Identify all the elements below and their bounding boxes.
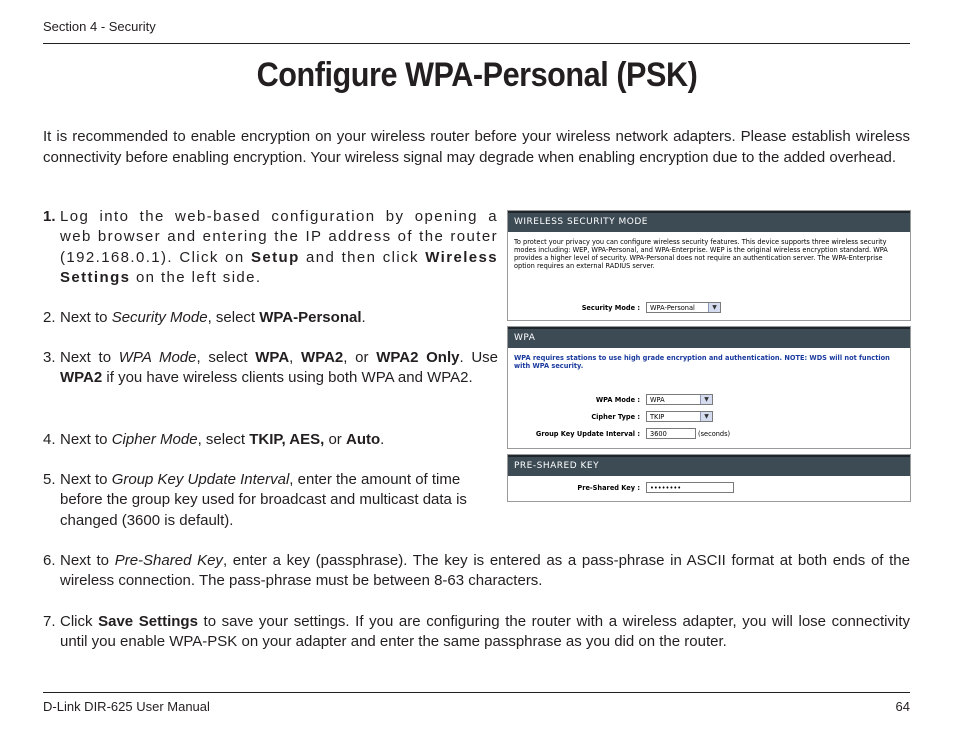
- step-number: 6.: [43, 552, 56, 569]
- step-number: 3.: [43, 349, 56, 366]
- step-text: Next to Pre-Shared Key, enter a key (passphrase). The key is entered as a pass-phrase in ASCII format at both ends of the wireless connection. The pass-phrase must be between 8-63 characters.: [60, 552, 910, 590]
- wireless-security-mode-section: [507, 210, 911, 321]
- step-number: 2.: [43, 309, 56, 326]
- step-number: 4.: [43, 431, 56, 448]
- page-number: 64: [895, 699, 910, 714]
- step-text: Click Save Settings to save your settings. If you are configuring the router with a wireless adapter, you will lose connectivity until you enable WPA-PSK on your adapter and enter the same passphrase as you did on the router.: [60, 613, 910, 651]
- section-description: WPA requires stations to use high grade encryption and authentication. NOTE: WDS will not function with WPA security.: [514, 354, 890, 370]
- cipher-type-row: [508, 411, 910, 425]
- group-key-interval-input[interactable]: 3600: [646, 428, 696, 439]
- step-text: Next to Cipher Mode, select TKIP, AES, or Auto.: [60, 431, 385, 448]
- wpa-mode-label: WPA Mode :: [595, 396, 640, 404]
- step-text: Log into the web-based configuration by opening a web browser and entering the IP address of the router (192.168.0.1). Click on Setup and then click Wireless Settings on the left side.: [60, 208, 498, 286]
- manual-name: D-Link DIR-625 User Manual: [43, 699, 210, 714]
- group-key-interval-label: Group Key Update Interval :: [535, 430, 640, 438]
- chevron-down-icon: ▼: [700, 412, 712, 421]
- cipher-type-select[interactable]: TKIP ▼: [646, 411, 713, 422]
- interval-units: (seconds): [698, 430, 731, 438]
- pre-shared-key-label: Pre-Shared Key :: [577, 484, 640, 492]
- pre-shared-key-input[interactable]: ••••••••: [646, 482, 734, 493]
- section-heading: WIRELESS SECURITY MODE: [508, 211, 910, 232]
- pre-shared-key-row: [508, 482, 910, 496]
- group-key-interval-row: [508, 428, 910, 442]
- step-text: Next to Group Key Update Interval, enter the amount of time before the group key used for broadcast and multicast data is changed (3600 is default).: [60, 471, 467, 529]
- chevron-down-icon: ▼: [708, 303, 720, 312]
- section-heading: WPA: [508, 327, 910, 348]
- step-number: 7.: [43, 613, 56, 630]
- wpa-mode-row: [508, 394, 910, 408]
- step-text: Next to Security Mode, select WPA-Personal.: [60, 309, 366, 326]
- wpa-section: [507, 326, 911, 449]
- step-number: 1.: [43, 208, 56, 225]
- footer-divider: [43, 692, 910, 693]
- step-text: Next to WPA Mode, select WPA, WPA2, or WPA2 Only. Use WPA2 if you have wireless clients using both WPA and WPA2.: [60, 349, 499, 387]
- cipher-type-label: Cipher Type :: [591, 413, 640, 421]
- security-mode-label: Security Mode :: [581, 304, 640, 312]
- security-mode-select[interactable]: WPA-Personal ▼: [646, 302, 721, 313]
- section-header: Section 4 - Security: [43, 19, 156, 34]
- intro-paragraph: It is recommended to enable encryption on your wireless router before your wireless network adapters. Please establish wireless connectivity before enabling encryption. Your wireless signal may degrade when enabling encryption due to the added overhead.: [43, 128, 910, 166]
- section-heading: PRE-SHARED KEY: [508, 455, 910, 476]
- pre-shared-key-section: [507, 454, 911, 502]
- header-divider: [43, 43, 910, 44]
- wpa-mode-select[interactable]: WPA ▼: [646, 394, 713, 405]
- security-mode-row: [508, 302, 910, 316]
- page-title: Configure WPA-Personal (PSK): [256, 56, 698, 94]
- step-number: 5.: [43, 471, 56, 488]
- router-settings-screenshot: [507, 210, 911, 502]
- section-description: To protect your privacy you can configure wireless security features. This device supports three wireless security modes including: WEP, WPA-Personal, and WPA-Enterprise. WEP is the original wireless encryption standard. WPA provides a higher level of security. WPA-Personal does not require an authentication server. The WPA-Enterprise option requires an external RADIUS server.: [514, 238, 888, 270]
- chevron-down-icon: ▼: [700, 395, 712, 404]
